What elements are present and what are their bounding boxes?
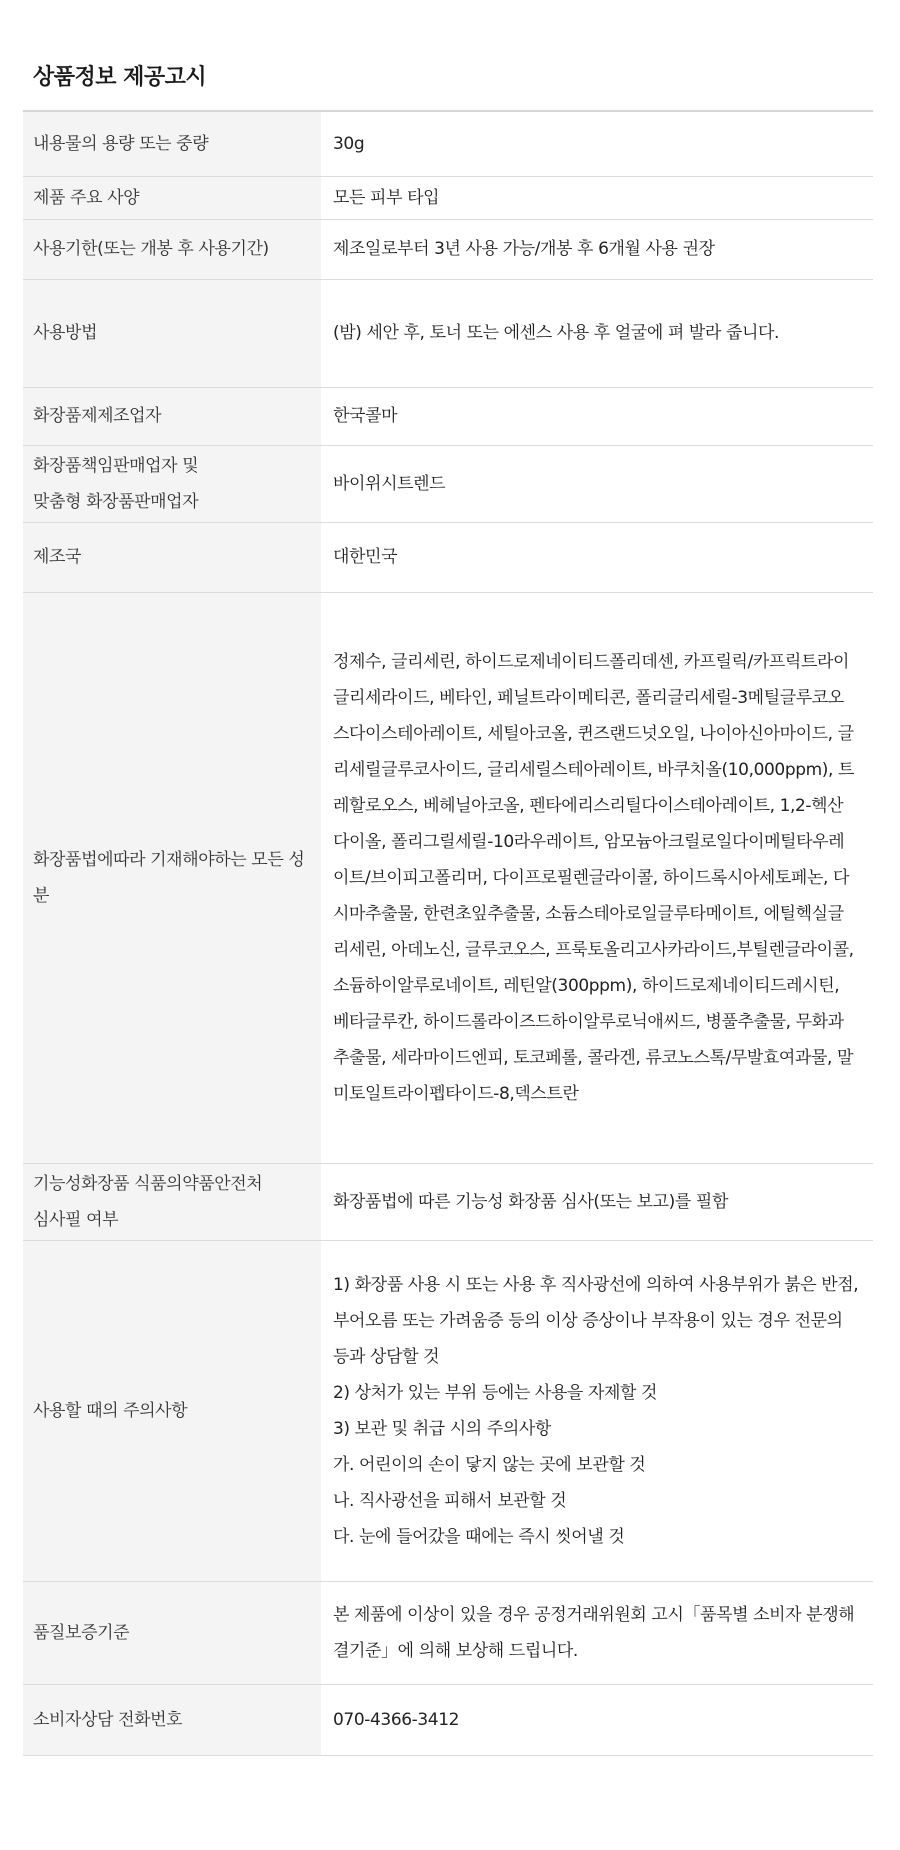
ingredients-label: 화장품법에따라 기재해야하는 모든 성분 xyxy=(33,849,305,906)
row-value: 한국콜마 xyxy=(321,387,873,445)
row-label: 화장품제제조업자 xyxy=(23,387,321,445)
caution-line: 2) 상처가 있는 부위 등에는 사용을 자제할 것 xyxy=(333,1382,658,1403)
table-row xyxy=(23,445,873,522)
row-label: 제품 주요 사양 xyxy=(23,176,321,219)
row-label: 제조국 xyxy=(23,522,321,592)
caution-line: 다. 눈에 들어갔을 때에는 즉시 씻어낼 것 xyxy=(333,1526,625,1547)
row-label-line: 맞춤형 화장품판매업자 xyxy=(33,491,199,512)
consumer-phone-number: 070-4366-3412 xyxy=(321,1684,873,1755)
product-info-table xyxy=(23,110,873,1756)
row-label xyxy=(23,592,321,1163)
page-title: 상품정보 제공고시 xyxy=(33,65,207,90)
row-label: 사용기한(또는 개봉 후 사용기간) xyxy=(23,219,321,279)
table-row xyxy=(23,111,873,176)
row-label-line: 기능성화장품 식품의약품안전처 xyxy=(33,1173,263,1194)
caution-line: 나. 직사광선을 피해서 보관할 것 xyxy=(333,1490,567,1511)
row-value: (밤) 세안 후, 토너 또는 에센스 사용 후 얼굴에 펴 발라 줍니다. xyxy=(321,279,873,387)
row-value xyxy=(321,592,873,1163)
row-value: 제조일로부터 3년 사용 가능/개봉 후 6개월 사용 권장 xyxy=(321,219,873,279)
row-value: 대한민국 xyxy=(321,522,873,592)
table-row xyxy=(23,1240,873,1581)
row-value xyxy=(321,1581,873,1684)
table-row xyxy=(23,219,873,279)
caution-line: 가. 어린이의 손이 닿지 않는 곳에 보관할 것 xyxy=(333,1454,646,1475)
row-label: 품질보증기준 xyxy=(23,1581,321,1684)
row-value: 모든 피부 타입 xyxy=(321,176,873,219)
table-row xyxy=(23,1684,873,1755)
row-label-line: 화장품책임판매업자 및 xyxy=(33,455,199,476)
table-row xyxy=(23,387,873,445)
row-label: 사용방법 xyxy=(23,279,321,387)
table-row xyxy=(23,522,873,592)
row-value: 30g xyxy=(321,111,873,176)
table-row xyxy=(23,176,873,219)
caution-line: 1) 화장품 사용 시 또는 사용 후 직사광선에 의하여 사용부위가 붉은 반점, 부어오름 또는 가려움증 등의 이상 증상이나 부작용이 있는 경우 전문의 등과 상담할 것 xyxy=(333,1274,859,1367)
table-row xyxy=(23,1163,873,1240)
ingredients-list: 정제수, 글리세린, 하이드로제네이티드폴리데센, 카프릴릭/카프릭트라이글리세라이드, 베타인, 페닐트라이메티콘, 폴리글리세릴-3메틸글루코오스다이스테아레이트, 세틸아코올, 퀸즈랜드넛오일, 나이아신아마이드, 글리세릴글루코사이드, 글리세릴스테아레이트, 바쿠치올(10,000ppm), 트레할로오스, 베헤닐아코올, 펜타에리스리틸다이스테아레이트, 1,2-헥산다이올, 폴리그릴세릴-10라우레이트, 암모늄아크릴로일다이메틸타우레이트/브이피고폴리머, 다이프로필렌글라이콜, 하이드록시아세토페논, 다시마추출물, 한련초잎추출물, 소듐스테아로일글루타메이트, 에틸헥실글리세린, 아데노신, 글루코오스, 프룩토올리고사카라이드,부틸렌글라이콜, 소듐하이알루로네이트, 레틴알(300ppm), 하이드로제네이티드레시틴, 베타글루칸, 하이드롤라이즈드하이알루로닉애씨드, 병풀추출물, 무화과추출물, 세라마이드엔피, 토코페롤, 콜라겐, 류코노스톡/무발효여과물, 말미토일트라이펩타이드-8,덱스트란 xyxy=(333,651,855,1104)
row-label-line: 심사필 여부 xyxy=(33,1209,119,1230)
table-row xyxy=(23,279,873,387)
row-label: 내용물의 용량 또는 중량 xyxy=(23,111,321,176)
row-label: 사용할 때의 주의사항 xyxy=(23,1240,321,1581)
quality-guarantee-text: 본 제품에 이상이 있을 경우 공정거래위원회 고시「품목별 소비자 분쟁해결기준」에 의해 보상해 드립니다. xyxy=(333,1604,855,1661)
row-value xyxy=(321,1240,873,1581)
row-label xyxy=(23,445,321,522)
row-value: 화장품법에 따른 기능성 화장품 심사(또는 보고)를 필함 xyxy=(321,1163,873,1240)
table-row xyxy=(23,1581,873,1684)
table-row xyxy=(23,592,873,1163)
caution-line: 3) 보관 및 취급 시의 주의사항 xyxy=(333,1418,551,1439)
row-label xyxy=(23,1163,321,1240)
row-value: 바이위시트렌드 xyxy=(321,445,873,522)
row-label: 소비자상담 전화번호 xyxy=(23,1684,321,1755)
